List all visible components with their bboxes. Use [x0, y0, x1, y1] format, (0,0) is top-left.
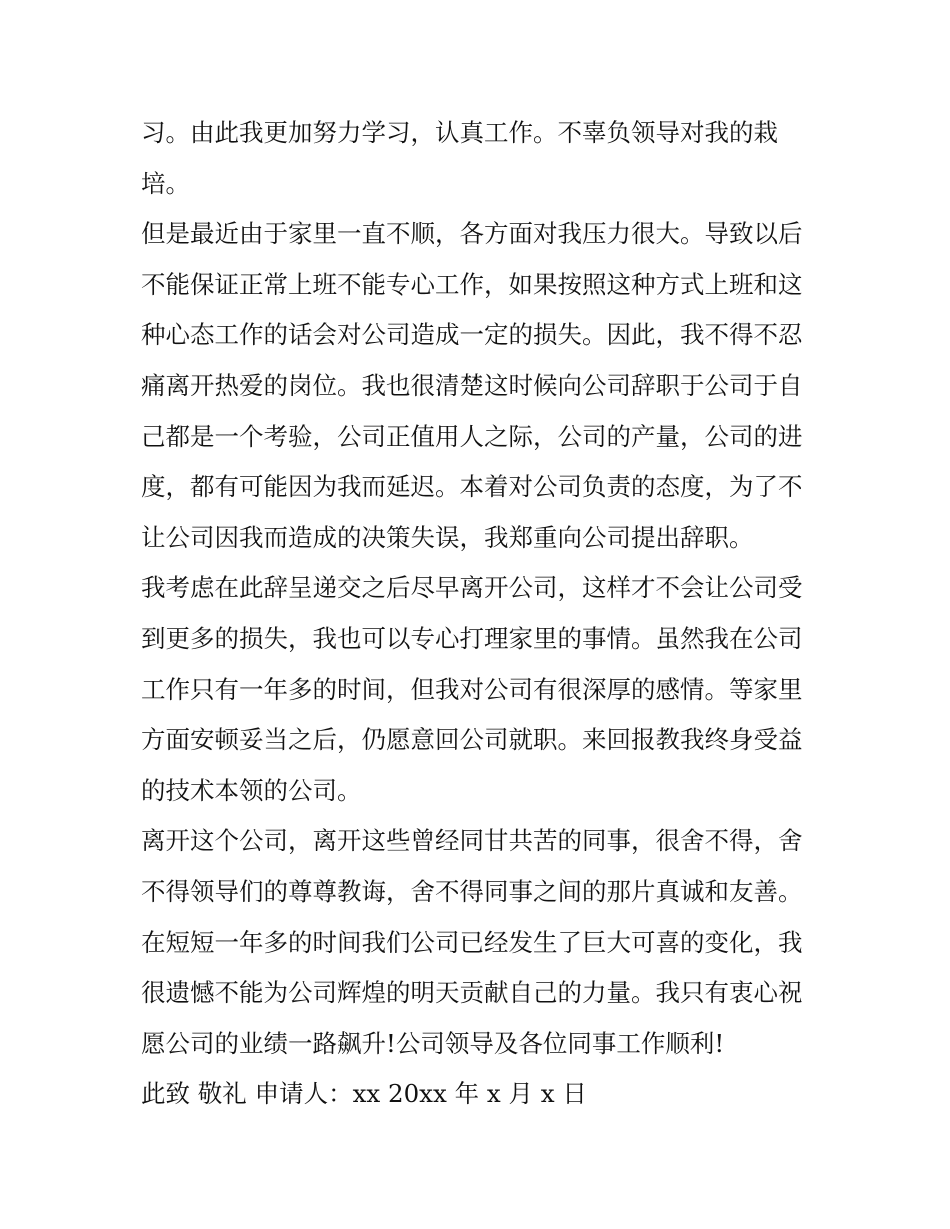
text-line-11: 到更多的损失，我也可以专心打理家里的事情。虽然我在公司 [141, 623, 803, 653]
text-line-5: 种心态工作的话会对公司造成一定的损失。因此，我不得不忍 [141, 320, 803, 350]
text-line-14: 的技术本领的公司。 [141, 775, 362, 805]
text-line-3: 但是最近由于家里一直不顺，各方面对我压力很大。导致以后 [141, 219, 803, 249]
text-line-10: 我考虑在此辞呈递交之后尽早离开公司，这样才不会让公司受 [141, 573, 803, 603]
signature-line: 此致 敬礼 申请人：xx 20xx 年 x 月 x 日 [141, 1079, 587, 1109]
text-line-8: 度，都有可能因为我而延迟。本着对公司负责的态度，为了不 [141, 472, 803, 502]
text-line-15: 离开这个公司，离开这些曾经同甘共苦的同事，很舍不得，舍 [141, 826, 803, 856]
text-line-18: 很遗憾不能为公司辉煌的明天贡献自己的力量。我只有衷心祝 [141, 978, 803, 1008]
text-line-9: 让公司因我而造成的决策失误，我郑重向公司提出辞职。 [141, 522, 754, 552]
text-line-13: 方面安顿妥当之后，仍愿意回公司就职。来回报教我终身受益 [141, 725, 803, 755]
text-line-4: 不能保证正常上班不能专心工作，如果按照这种方式上班和这 [141, 269, 803, 299]
text-line-16: 不得领导们的尊尊教诲，舍不得同事之间的那片真诚和友善。 [141, 876, 803, 906]
text-line-17: 在短短一年多的时间我们公司已经发生了巨大可喜的变化，我 [141, 927, 803, 957]
text-line-7: 己都是一个考验，公司正值用人之际，公司的产量，公司的进 [141, 421, 803, 451]
text-line-19: 愿公司的业绩一路飙升!公司领导及各位同事工作顺利! [141, 1028, 725, 1058]
text-line-12: 工作只有一年多的时间，但我对公司有很深厚的感情。等家里 [141, 674, 803, 704]
text-line-6: 痛离开热爱的岗位。我也很清楚这时候向公司辞职于公司于自 [141, 370, 803, 400]
letter-body [141, 108, 821, 1120]
text-line-2: 培。 [141, 168, 190, 198]
text-line-1: 习。由此我更加努力学习，认真工作。不辜负领导对我的栽 [141, 118, 778, 147]
